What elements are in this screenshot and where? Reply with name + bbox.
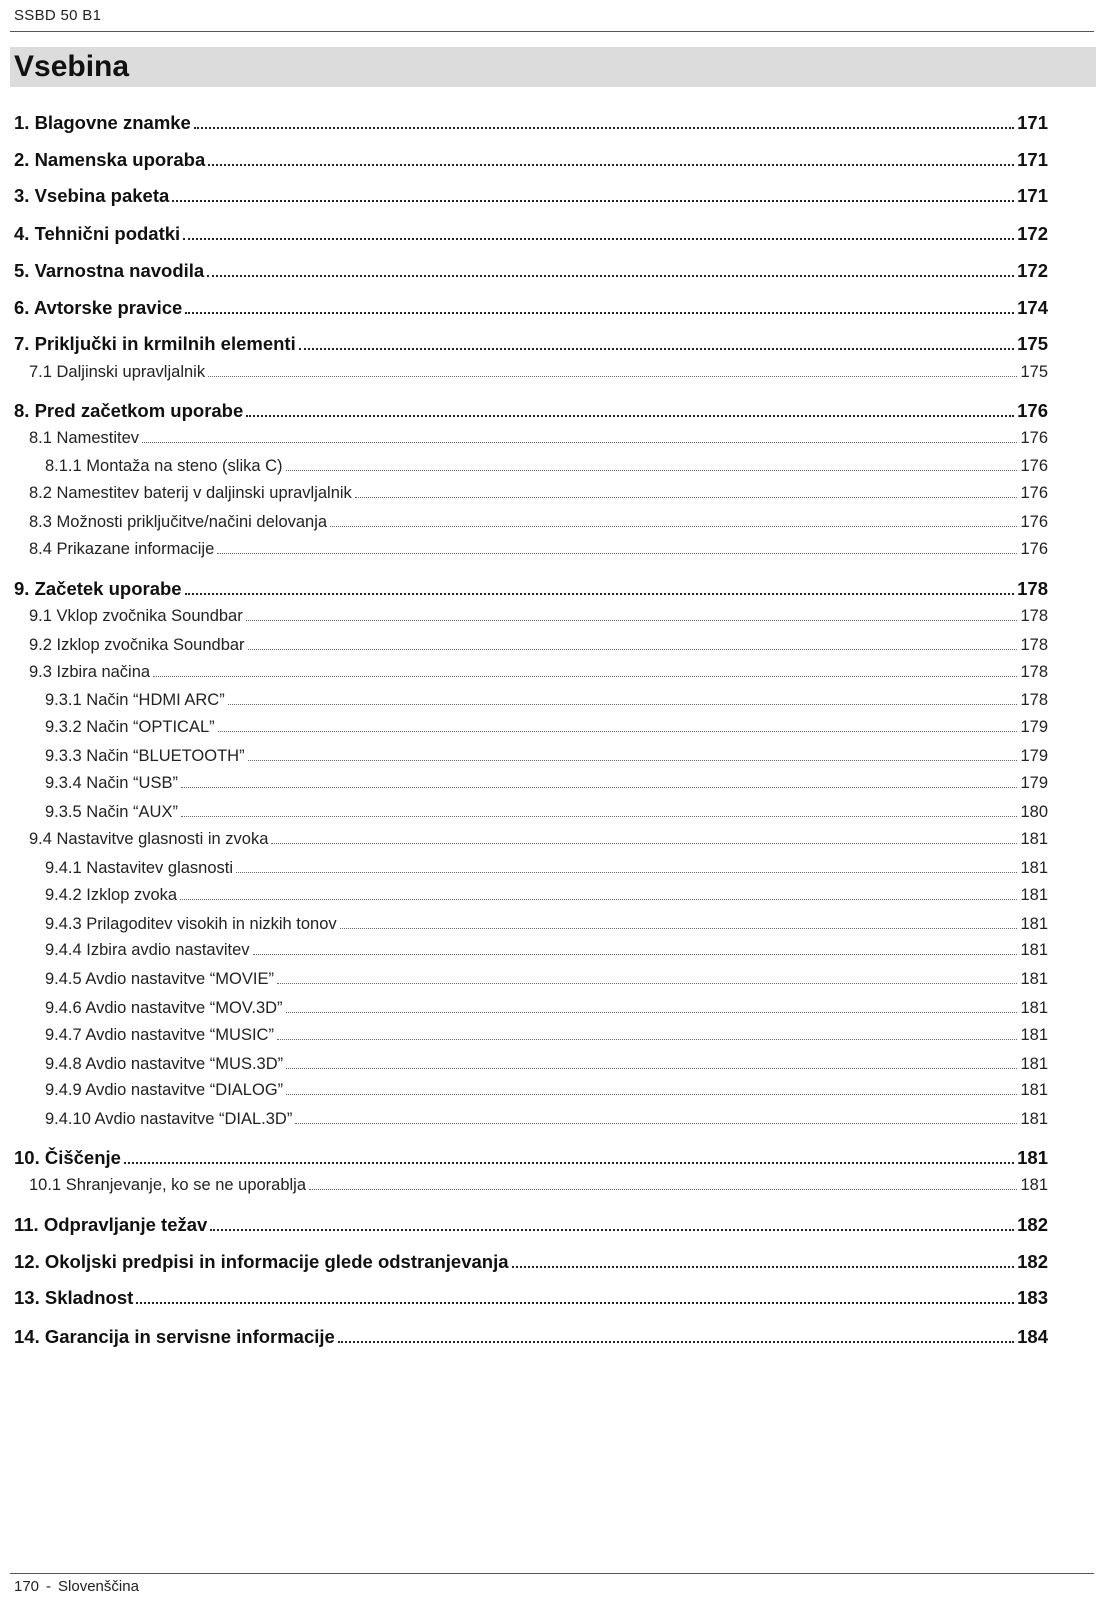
- toc-dot-leader: [180, 886, 1017, 900]
- footer-language: Slovenščina: [58, 1578, 139, 1595]
- toc-entry-page: 181: [1020, 1081, 1048, 1099]
- toc-entry-title: 1. Blagovne znamke: [14, 112, 191, 133]
- toc-entry-title: 9.4 Nastavitve glasnosti in zvoka: [29, 830, 269, 848]
- toc-entry-title: 7. Priključki in krmilnih elementi: [14, 333, 296, 354]
- toc-entry[interactable]: [29, 660, 1048, 684]
- toc-dot-leader: [286, 1081, 1017, 1095]
- toc-entry[interactable]: [14, 111, 1048, 135]
- toc-entry[interactable]: [29, 426, 1048, 450]
- toc-entry-title: 9.4.6 Avdio nastavitve “MOV.3D”: [45, 999, 283, 1017]
- toc-entry[interactable]: [45, 800, 1048, 824]
- toc-entry-page: 172: [1017, 260, 1048, 281]
- toc-entry[interactable]: [45, 883, 1048, 907]
- toc-entry-title: 9.4.7 Avdio nastavitve “MUSIC”: [45, 1026, 274, 1044]
- toc-entry-title: 9.4.3 Prilagoditev visokih in nizkih tonov: [45, 915, 337, 933]
- toc-entry-page: 181: [1020, 999, 1048, 1017]
- toc-entry[interactable]: [29, 1173, 1048, 1197]
- toc-dot-leader: [208, 149, 1014, 166]
- toc-entry-title: 9.4.2 Izklop zvoka: [45, 886, 178, 904]
- toc-entry-page: 171: [1017, 112, 1048, 133]
- document-model-code: SSBD 50 B1: [14, 7, 102, 24]
- toc-entry-title: 11. Odpravljanje težav: [14, 1214, 208, 1235]
- toc-entry[interactable]: [14, 148, 1048, 172]
- toc-entry[interactable]: [14, 1325, 1048, 1349]
- toc-entry-page: 179: [1020, 747, 1048, 765]
- toc-dot-leader: [271, 830, 1017, 844]
- toc-entry-title: 8.1 Namestitev: [29, 429, 140, 447]
- toc-entry-page: 171: [1017, 149, 1048, 170]
- toc-dot-leader: [286, 999, 1018, 1013]
- page-title: Vsebina: [14, 50, 130, 83]
- toc-entry[interactable]: [29, 827, 1048, 851]
- toc-entry-title: 9.4.10 Avdio nastavitve “DIAL.3D”: [45, 1110, 293, 1128]
- toc-dot-leader: [253, 941, 1018, 955]
- toc-entry-title: 2. Namenska uporaba: [14, 149, 206, 170]
- toc-dot-leader: [181, 774, 1018, 788]
- toc-entry-title: 8.3 Možnosti priključitve/načini delovanja: [29, 513, 328, 531]
- toc-entry[interactable]: [45, 967, 1048, 991]
- toc-entry-title: 4. Tehnični podatki: [14, 223, 181, 244]
- footer-divider: [10, 1573, 1094, 1574]
- toc-dot-leader: [340, 915, 1018, 929]
- toc-entry-page: 176: [1020, 484, 1048, 502]
- toc-entry[interactable]: [45, 1078, 1048, 1102]
- toc-entry-title: 13. Skladnost: [14, 1287, 134, 1308]
- toc-entry-page: 175: [1020, 363, 1048, 381]
- toc-entry[interactable]: [14, 259, 1048, 283]
- toc-entry-title: 9.4.9 Avdio nastavitve “DIALOG”: [45, 1081, 284, 1099]
- toc-dot-leader: [246, 400, 1014, 417]
- toc-dot-leader: [207, 260, 1014, 277]
- toc-entry-page: 182: [1017, 1214, 1048, 1235]
- toc-entry-title: 9.2 Izklop zvočnika Soundbar: [29, 636, 245, 654]
- toc-dot-leader: [248, 636, 1018, 650]
- toc-dot-leader: [228, 691, 1018, 705]
- toc-entry-page: 181: [1017, 1147, 1048, 1168]
- toc-entry[interactable]: [45, 771, 1048, 795]
- toc-dot-leader: [295, 1110, 1017, 1124]
- toc-entry-page: 181: [1020, 1176, 1048, 1194]
- toc-dot-leader: [185, 297, 1014, 314]
- toc-entry-title: 8. Pred začetkom uporabe: [14, 400, 244, 421]
- toc-entry-page: 182: [1017, 1251, 1048, 1272]
- toc-dot-leader: [124, 1147, 1014, 1164]
- toc-dot-leader: [185, 578, 1015, 595]
- toc-dot-leader: [236, 859, 1017, 873]
- footer-page-number: 170: [14, 1578, 40, 1595]
- toc-dot-leader: [217, 540, 1017, 554]
- toc-entry[interactable]: [45, 1107, 1048, 1131]
- toc-entry-page: 181: [1020, 915, 1048, 933]
- toc-entry-title: 12. Okoljski predpisi in informacije glede odstranjevanja: [14, 1251, 509, 1272]
- toc-dot-leader: [246, 607, 1018, 621]
- toc-entry-page: 181: [1020, 1055, 1048, 1073]
- toc-entry[interactable]: [29, 481, 1048, 505]
- toc-dot-leader: [181, 803, 1018, 817]
- toc-entry-title: 9.4.8 Avdio nastavitve “MUS.3D”: [45, 1055, 284, 1073]
- toc-dot-leader: [172, 185, 1014, 202]
- toc-entry[interactable]: [29, 604, 1048, 628]
- toc-entry-title: 9.4.4 Izbira avdio nastavitev: [45, 941, 250, 959]
- toc-dot-leader: [153, 663, 1017, 677]
- toc-entry-page: 179: [1020, 774, 1048, 792]
- toc-entry[interactable]: [14, 184, 1048, 208]
- toc-entry-page: 181: [1020, 830, 1048, 848]
- toc-entry[interactable]: [45, 1023, 1048, 1047]
- toc-entry-page: 176: [1020, 457, 1048, 475]
- toc-entry[interactable]: [45, 715, 1048, 739]
- toc-entry-page: 181: [1020, 941, 1048, 959]
- toc-entry[interactable]: [45, 938, 1048, 962]
- toc-entry[interactable]: [29, 633, 1048, 657]
- toc-entry-title: 9.3.3 Način “BLUETOOTH”: [45, 747, 245, 765]
- toc-entry-page: 179: [1020, 718, 1048, 736]
- toc-entry-title: 5. Varnostna navodila: [14, 260, 205, 281]
- toc-entry[interactable]: [14, 1213, 1048, 1237]
- toc-entry-page: 174: [1017, 297, 1048, 318]
- toc-dot-leader: [330, 513, 1017, 527]
- toc-entry-title: 9.3.2 Način “OPTICAL”: [45, 718, 215, 736]
- toc-entry-page: 181: [1020, 886, 1048, 904]
- toc-entry[interactable]: [45, 688, 1048, 712]
- toc-entry-page: 176: [1017, 400, 1048, 421]
- toc-entry[interactable]: [29, 360, 1048, 384]
- toc-entry-page: 178: [1017, 578, 1048, 599]
- toc-entry-page: 178: [1020, 663, 1048, 681]
- toc-entry[interactable]: [14, 222, 1048, 246]
- toc-entry-title: 8.2 Namestitev baterij v daljinski upravljalnik: [29, 484, 352, 502]
- toc-entry-page: 181: [1020, 859, 1048, 877]
- toc-entry[interactable]: [14, 332, 1048, 356]
- toc-dot-leader: [355, 484, 1018, 498]
- toc-entry-title: 9.1 Vklop zvočnika Soundbar: [29, 607, 243, 625]
- toc-dot-leader: [299, 333, 1014, 350]
- toc-entry-page: 180: [1020, 803, 1048, 821]
- toc-entry[interactable]: [14, 1250, 1048, 1274]
- toc-dot-leader: [277, 1026, 1018, 1040]
- toc-entry-title: 9.3 Izbira načina: [29, 663, 151, 681]
- toc-entry[interactable]: [45, 454, 1048, 478]
- toc-entry-title: 9.3.1 Način “HDMI ARC”: [45, 691, 225, 709]
- toc-dot-leader: [142, 429, 1017, 443]
- toc-entry-title: 3. Vsebina paketa: [14, 185, 170, 206]
- toc-entry[interactable]: [45, 912, 1048, 936]
- toc-entry-title: 9.3.5 Način “AUX”: [45, 803, 178, 821]
- toc-entry-title: 8.1.1 Montaža na steno (slika C): [45, 457, 283, 475]
- toc-entry-title: 9.4.1 Nastavitev glasnosti: [45, 859, 234, 877]
- toc-dot-leader: [136, 1287, 1014, 1304]
- toc-entry-page: 178: [1020, 607, 1048, 625]
- toc-dot-leader: [218, 718, 1018, 732]
- toc-entry-title: 8.4 Prikazane informacije: [29, 540, 215, 558]
- toc-entry[interactable]: [14, 1146, 1048, 1170]
- page-footer: [14, 1578, 139, 1595]
- footer-separator: -: [46, 1578, 52, 1595]
- toc-dot-leader: [208, 363, 1017, 377]
- toc-entry-page: 176: [1020, 513, 1048, 531]
- toc-dot-leader: [338, 1326, 1014, 1343]
- toc-entry-page: 184: [1017, 1326, 1048, 1347]
- toc-entry[interactable]: [14, 1286, 1048, 1310]
- toc-entry[interactable]: [45, 996, 1048, 1020]
- toc-entry-title: 7.1 Daljinski upravljalnik: [29, 363, 206, 381]
- toc-entry[interactable]: [45, 856, 1048, 880]
- toc-entry-page: 175: [1017, 333, 1048, 354]
- toc-entry[interactable]: [29, 537, 1048, 561]
- toc-entry-page: 181: [1020, 970, 1048, 988]
- toc-dot-leader: [183, 223, 1014, 240]
- toc-entry[interactable]: [29, 510, 1048, 534]
- toc-dot-leader: [286, 1055, 1017, 1069]
- toc-dot-leader: [194, 112, 1014, 129]
- toc-entry-title: 10. Čiščenje: [14, 1147, 121, 1168]
- toc-entry-page: 181: [1020, 1110, 1048, 1128]
- toc-dot-leader: [309, 1176, 1017, 1190]
- toc-entry-page: 181: [1020, 1026, 1048, 1044]
- toc-dot-leader: [248, 747, 1018, 761]
- toc-entry-title: 9.3.4 Način “USB”: [45, 774, 178, 792]
- toc-entry-page: 183: [1017, 1287, 1048, 1308]
- toc-entry-title: 6. Avtorske pravice: [14, 297, 183, 318]
- toc-entry-page: 171: [1017, 185, 1048, 206]
- toc-entry-title: 14. Garancija in servisne informacije: [14, 1326, 335, 1347]
- toc-entry[interactable]: [14, 399, 1048, 423]
- toc-dot-leader: [210, 1214, 1014, 1231]
- toc-entry-page: 178: [1020, 636, 1048, 654]
- toc-entry-page: 178: [1020, 691, 1048, 709]
- toc-entry-title: 10.1 Shranjevanje, ko se ne uporablja: [29, 1176, 307, 1194]
- toc-entry[interactable]: [14, 577, 1048, 601]
- toc-entry-title: 9. Začetek uporabe: [14, 578, 182, 599]
- toc-dot-leader: [286, 457, 1018, 471]
- toc-entry[interactable]: [45, 1052, 1048, 1076]
- toc-entry[interactable]: [14, 296, 1048, 320]
- toc-dot-leader: [277, 970, 1017, 984]
- toc-entry-page: 172: [1017, 223, 1048, 244]
- toc-dot-leader: [512, 1251, 1015, 1268]
- toc-entry-page: 176: [1020, 429, 1048, 447]
- toc-entry[interactable]: [45, 744, 1048, 768]
- toc-entry-page: 176: [1020, 540, 1048, 558]
- toc-entry-title: 9.4.5 Avdio nastavitve “MOVIE”: [45, 970, 274, 988]
